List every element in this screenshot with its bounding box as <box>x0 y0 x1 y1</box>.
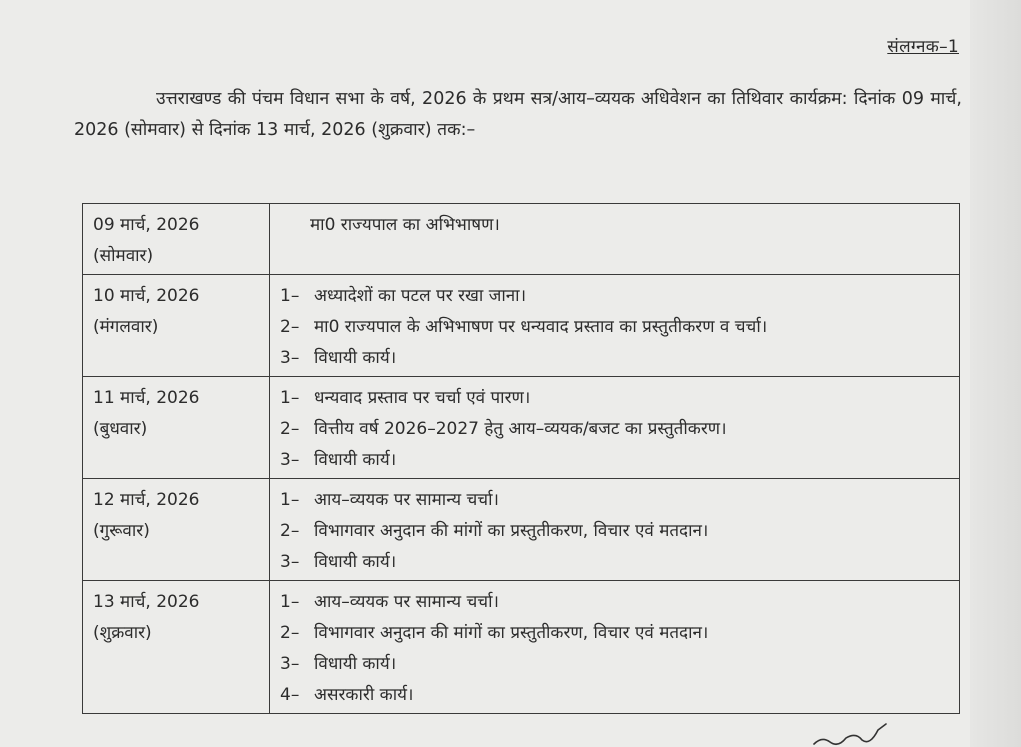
agenda-item <box>280 485 951 516</box>
item-number: 3– <box>280 552 300 572</box>
item-number: 2– <box>280 317 300 337</box>
day-text: (बुधवार) <box>93 419 148 439</box>
day-text: (गुरूवार) <box>93 521 150 541</box>
agenda-item <box>280 516 951 547</box>
session-schedule-table <box>82 203 960 714</box>
date-cell <box>83 275 270 377</box>
item-text: आय–व्ययक पर सामान्य चर्चा। <box>314 592 499 612</box>
agenda-cell <box>270 275 960 377</box>
day-text: (मंगलवार) <box>93 317 159 337</box>
item-text: विभागवार अनुदान की मांगों का प्रस्तुतीकरण, विचार एवं मतदान। <box>314 521 709 541</box>
date-text: 10 मार्च, 2026 <box>93 286 200 306</box>
agenda-item <box>280 547 951 578</box>
agenda-item <box>280 649 951 680</box>
document-heading: उत्तराखण्ड की पंचम विधान सभा के वर्ष, 2026 के प्रथम सत्र/आय–व्ययक अधिवेशन का तिथिवार कार्यक्रम: दिनांक 09 मार्च, 2026 (सोमवार) से दिनांक 13 मार्च, 2026 (शुक्रवार) तक:– <box>74 89 962 140</box>
date-text: 11 मार्च, 2026 <box>93 388 200 408</box>
date-cell <box>83 581 270 714</box>
item-number: 2– <box>280 419 300 439</box>
item-text: विधायी कार्य। <box>314 450 397 470</box>
item-number: 2– <box>280 623 300 643</box>
agenda-cell <box>270 581 960 714</box>
date-cell <box>83 479 270 581</box>
item-number: 1– <box>280 592 300 612</box>
table-row <box>83 204 960 275</box>
item-number: 1– <box>280 286 300 306</box>
item-text: असरकारी कार्य। <box>314 685 414 705</box>
agenda-item <box>280 680 951 711</box>
item-number: 4– <box>280 685 300 705</box>
item-text: आय–व्ययक पर सामान्य चर्चा। <box>314 490 499 510</box>
item-number: 1– <box>280 490 300 510</box>
agenda-item <box>280 312 951 343</box>
agenda-cell <box>270 479 960 581</box>
agenda-item <box>280 414 951 445</box>
agenda-item <box>280 445 951 476</box>
page-edge-shadow <box>970 0 1021 747</box>
agenda-item <box>280 343 951 374</box>
item-number: 2– <box>280 521 300 541</box>
item-text: विधायी कार्य। <box>314 654 397 674</box>
item-number: 3– <box>280 348 300 368</box>
table-row <box>83 377 960 479</box>
item-text: विभागवार अनुदान की मांगों का प्रस्तुतीकरण, विचार एवं मतदान। <box>314 623 709 643</box>
signature-mark <box>812 722 892 747</box>
date-text: 13 मार्च, 2026 <box>93 592 200 612</box>
item-text: विधायी कार्य। <box>314 348 397 368</box>
date-cell <box>83 377 270 479</box>
date-cell <box>83 204 270 275</box>
item-text: मा0 राज्यपाल के अभिभाषण पर धन्यवाद प्रस्ताव का प्रस्तुतीकरण व चर्चा। <box>314 317 768 337</box>
table-row <box>83 479 960 581</box>
item-number: 3– <box>280 654 300 674</box>
agenda-cell <box>270 204 960 275</box>
date-text: 09 मार्च, 2026 <box>93 215 200 235</box>
date-text: 12 मार्च, 2026 <box>93 490 200 510</box>
table-row <box>83 581 960 714</box>
agenda-cell <box>270 377 960 479</box>
item-number: 3– <box>280 450 300 470</box>
item-text: विधायी कार्य। <box>314 552 397 572</box>
agenda-item <box>280 618 951 649</box>
annexure-label: संलग्नक–1 <box>887 37 959 57</box>
item-number: 1– <box>280 388 300 408</box>
table-row <box>83 275 960 377</box>
agenda-item: मा0 राज्यपाल का अभिभाषण। <box>310 215 500 235</box>
item-text: अध्यादेशों का पटल पर रखा जाना। <box>314 286 527 306</box>
item-text: धन्यवाद प्रस्ताव पर चर्चा एवं पारण। <box>314 388 531 408</box>
agenda-item <box>280 383 951 414</box>
day-text: (सोमवार) <box>93 246 154 266</box>
item-text: वित्तीय वर्ष 2026–2027 हेतु आय–व्ययक/बजट का प्रस्तुतीकरण। <box>314 419 727 439</box>
agenda-item <box>280 281 951 312</box>
day-text: (शुक्रवार) <box>93 623 152 643</box>
agenda-item <box>280 587 951 618</box>
